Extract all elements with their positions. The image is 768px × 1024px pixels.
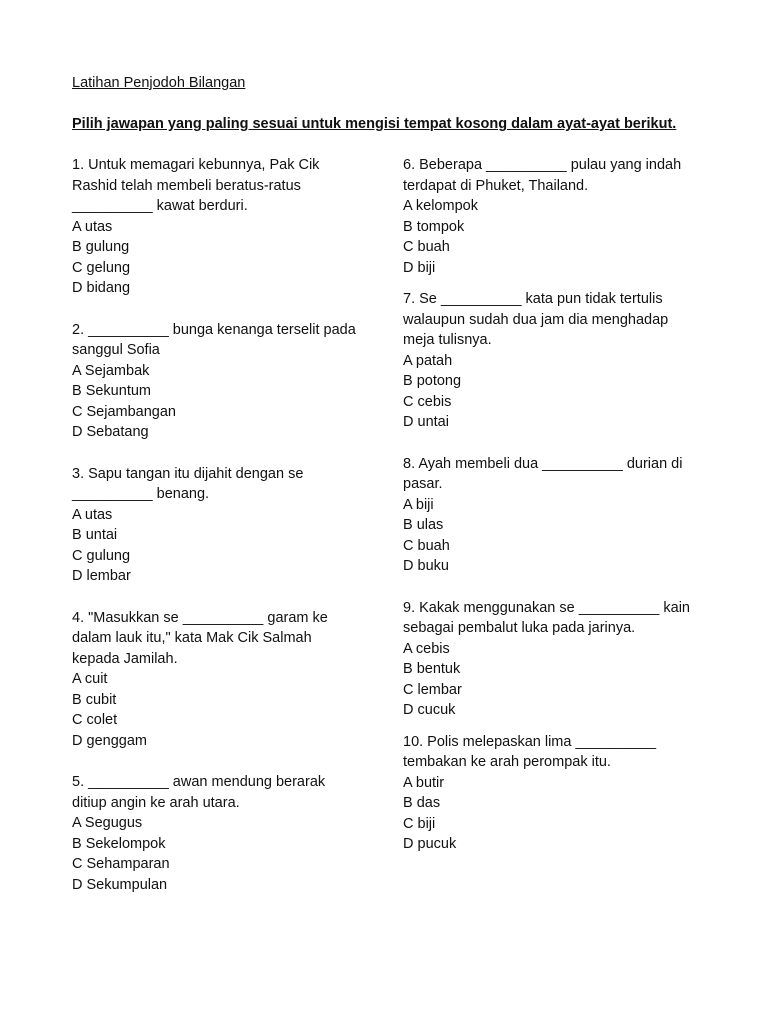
question-6: [403, 155, 703, 278]
question-4-option-c: C colet: [72, 712, 118, 728]
question-3-text: 3. Sapu tangan itu dijahit dengan se __________ benang.: [72, 465, 304, 502]
question-4-option-a: A cuit: [72, 671, 108, 687]
question-4-option-b: B cubit: [72, 691, 117, 708]
question-8-option-c: C buah: [403, 537, 450, 554]
question-6-option-a: A kelompok: [403, 198, 478, 214]
question-6-text: 6. Beberapa __________ pulau yang indah terdapat di Phuket, Thailand.: [403, 157, 682, 194]
question-2-option-d: D Sebatang: [72, 424, 149, 440]
left-question-column: [72, 155, 357, 895]
question-8-option-a: A biji: [403, 496, 434, 513]
question-8-option-d: D buku: [403, 558, 449, 574]
question-7-option-b: B potong: [403, 373, 462, 389]
question-8-text: 8. Ayah membeli dua __________ durian di pasar.: [403, 455, 683, 492]
question-7: [403, 289, 703, 433]
question-10-text: 10. Polis melepaskan lima __________ tembakan ke arah perompak itu.: [403, 733, 657, 770]
question-10-option-d: D pucuk: [403, 836, 457, 852]
question-5-option-b: B Sekelompok: [72, 835, 166, 852]
question-10-option-b: B das: [403, 795, 441, 811]
question-7-option-a: A patah: [403, 352, 453, 369]
question-5: [72, 772, 357, 895]
question-3-option-b: B untai: [72, 527, 118, 543]
question-2-option-b: B Sekuntum: [72, 383, 151, 399]
question-5-option-d: D Sekumpulan: [72, 876, 168, 893]
question-1-text: 1. Untuk memagari kebunnya, Pak Cik Rashid telah membeli beratus-ratus __________ kawat berduri.: [72, 157, 320, 214]
question-3-option-c: C gulung: [72, 547, 131, 564]
question-6-option-d: D biji: [403, 259, 436, 276]
right-question-column: [403, 155, 703, 855]
question-3-option-a: A utas: [72, 506, 113, 523]
question-6-option-c: C buah: [403, 239, 450, 255]
question-2: [72, 320, 357, 443]
question-2-option-a: A Sejambak: [72, 362, 150, 379]
question-9-text: 9. Kakak menggunakan se __________ kain sebagai pembalut luka pada jarinya.: [403, 599, 690, 636]
question-7-option-d: D untai: [403, 414, 449, 430]
question-10-option-a: A butir: [403, 774, 445, 791]
question-7-option-c: C cebis: [403, 393, 452, 410]
question-6-option-b: B tompok: [403, 218, 465, 235]
question-2-option-c: C Sejambangan: [72, 403, 176, 420]
question-9-option-c: C lembar: [403, 681, 462, 698]
question-1-option-c: C gelung: [72, 259, 131, 276]
question-1: [72, 155, 357, 299]
question-9: [403, 598, 703, 721]
question-4-option-d: D genggam: [72, 732, 147, 749]
question-9-option-d: D cucuk: [403, 702, 456, 718]
question-2-text: 2. __________ bunga kenanga terselit pada sanggul Sofia: [72, 321, 356, 358]
question-8-option-b: B ulas: [403, 517, 444, 533]
question-9-option-a: A cebis: [403, 640, 450, 657]
question-4: [72, 608, 357, 752]
question-1-option-b: B gulung: [72, 239, 130, 255]
question-5-option-c: C Sehamparan: [72, 856, 170, 872]
question-5-option-a: A Segugus: [72, 815, 143, 831]
question-3-option-d: D lembar: [72, 568, 131, 584]
question-10-option-c: C biji: [403, 815, 436, 832]
worksheet-title: Latihan Penjodoh Bilangan: [72, 75, 246, 91]
question-8: [403, 454, 703, 577]
question-10: [403, 732, 703, 855]
question-1-option-d: D bidang: [72, 280, 131, 296]
question-9-option-b: B bentuk: [403, 661, 461, 677]
question-1-option-a: A utas: [72, 218, 113, 235]
worksheet-instruction: Pilih jawapan yang paling sesuai untuk mengisi tempat kosong dalam ayat-ayat berikut.: [72, 116, 677, 132]
question-3: [72, 464, 357, 587]
question-4-text: 4. "Masukkan se __________ garam ke dalam lauk itu," kata Mak Cik Salmah kepada Jamilah.: [72, 609, 328, 667]
question-7-text: 7. Se __________ kata pun tidak tertulis walaupun sudah dua jam dia menghadap meja tulisnya.: [403, 291, 669, 348]
question-5-text: 5. __________ awan mendung berarak ditiup angin ke arah utara.: [72, 774, 326, 811]
